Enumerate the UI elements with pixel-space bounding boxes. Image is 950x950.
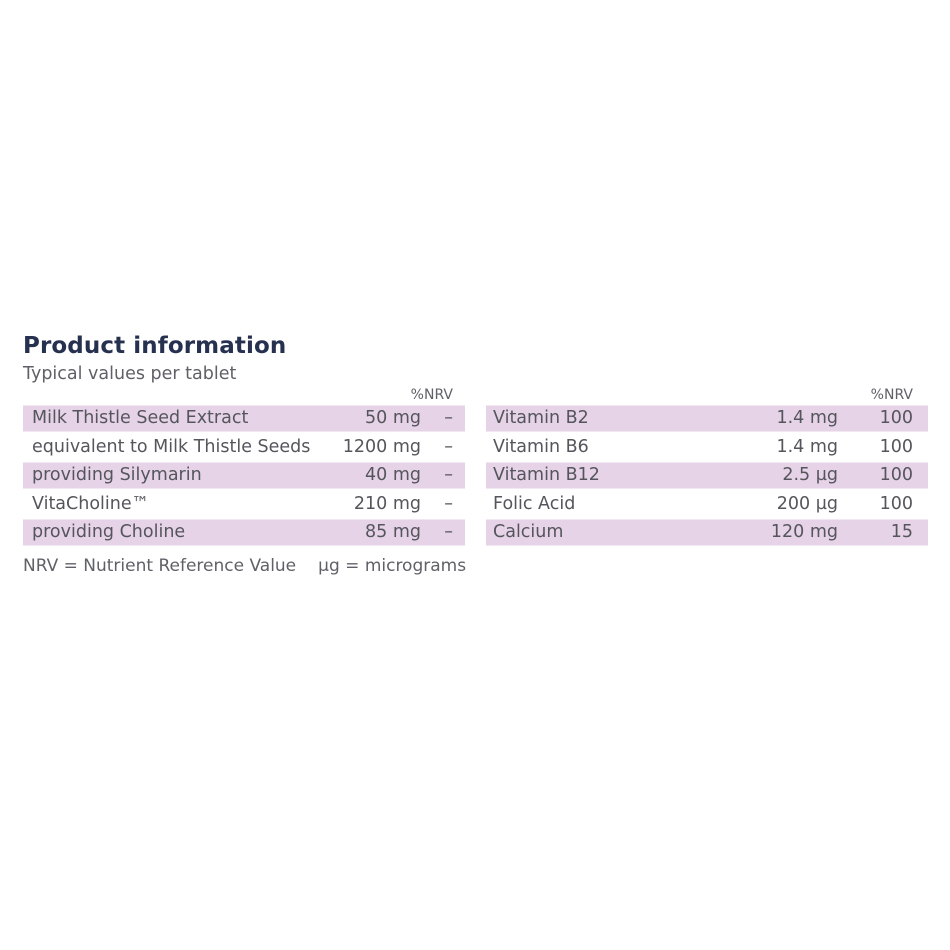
nutrient-name: Folic Acid: [493, 493, 576, 514]
ingredient-amount: 1200 mg: [342, 436, 421, 457]
ingredient-amount: 210 mg: [353, 493, 421, 514]
table-header: [23, 385, 465, 405]
vitamins-table: [486, 387, 928, 548]
ingredient-amount: 85 mg: [365, 522, 421, 543]
table-row: [23, 491, 465, 518]
panel-subtitle: Typical values per tablet: [23, 364, 237, 384]
nrv-column-header: %NRV: [870, 387, 913, 403]
table-row: [486, 405, 928, 432]
nutrient-amount: 2.5 µg: [782, 465, 838, 486]
nutrient-name: Vitamin B2: [493, 408, 589, 428]
ingredient-nrv: –: [444, 436, 453, 457]
nutrient-name: Vitamin B12: [493, 465, 600, 486]
nutrient-amount: 1.4 mg: [776, 408, 838, 428]
nutrient-amount: 1.4 mg: [776, 436, 838, 457]
nutrient-name: Vitamin B6: [493, 436, 589, 457]
nutrient-nrv: 100: [879, 408, 913, 428]
ingredient-name: providing Silymarin: [32, 465, 202, 486]
table-row: [486, 491, 928, 518]
table-row: [23, 519, 465, 546]
footnotes: [23, 553, 466, 579]
nutrient-nrv: 100: [879, 465, 913, 486]
ingredient-name: providing Choline: [32, 522, 186, 543]
product-information-panel: [23, 331, 928, 576]
table-row: [23, 462, 465, 489]
nutrient-nrv: 15: [890, 522, 913, 543]
footnote-nrv: NRV = Nutrient Reference Value: [23, 556, 297, 576]
ingredient-amount: 50 mg: [365, 408, 421, 428]
table-row: [23, 405, 465, 432]
table-row: [486, 462, 928, 489]
table-row: [486, 434, 928, 461]
nutrient-nrv: 100: [879, 493, 913, 514]
ingredient-nrv: –: [444, 408, 453, 428]
nutrition-tables: [23, 387, 928, 557]
ingredient-name: Milk Thistle Seed Extract: [32, 408, 249, 428]
ingredient-name: VitaCholine™: [32, 493, 150, 514]
ingredients-table: [23, 387, 465, 548]
ingredient-nrv: –: [444, 493, 453, 514]
table-row: [486, 519, 928, 546]
footnote-micrograms: µg = micrograms: [318, 556, 467, 576]
panel-title: Product information: [23, 333, 287, 359]
table-header: [486, 385, 928, 405]
ingredient-nrv: –: [444, 465, 453, 486]
table-row: [23, 434, 465, 461]
ingredient-amount: 40 mg: [365, 465, 421, 486]
nutrient-name: Calcium: [493, 522, 564, 543]
nrv-column-header: %NRV: [410, 387, 453, 403]
nutrient-amount: 120 mg: [770, 522, 838, 543]
ingredient-name: equivalent to Milk Thistle Seeds: [32, 436, 311, 457]
ingredient-nrv: –: [444, 522, 453, 543]
nutrient-nrv: 100: [879, 436, 913, 457]
nutrient-amount: 200 µg: [776, 493, 838, 514]
